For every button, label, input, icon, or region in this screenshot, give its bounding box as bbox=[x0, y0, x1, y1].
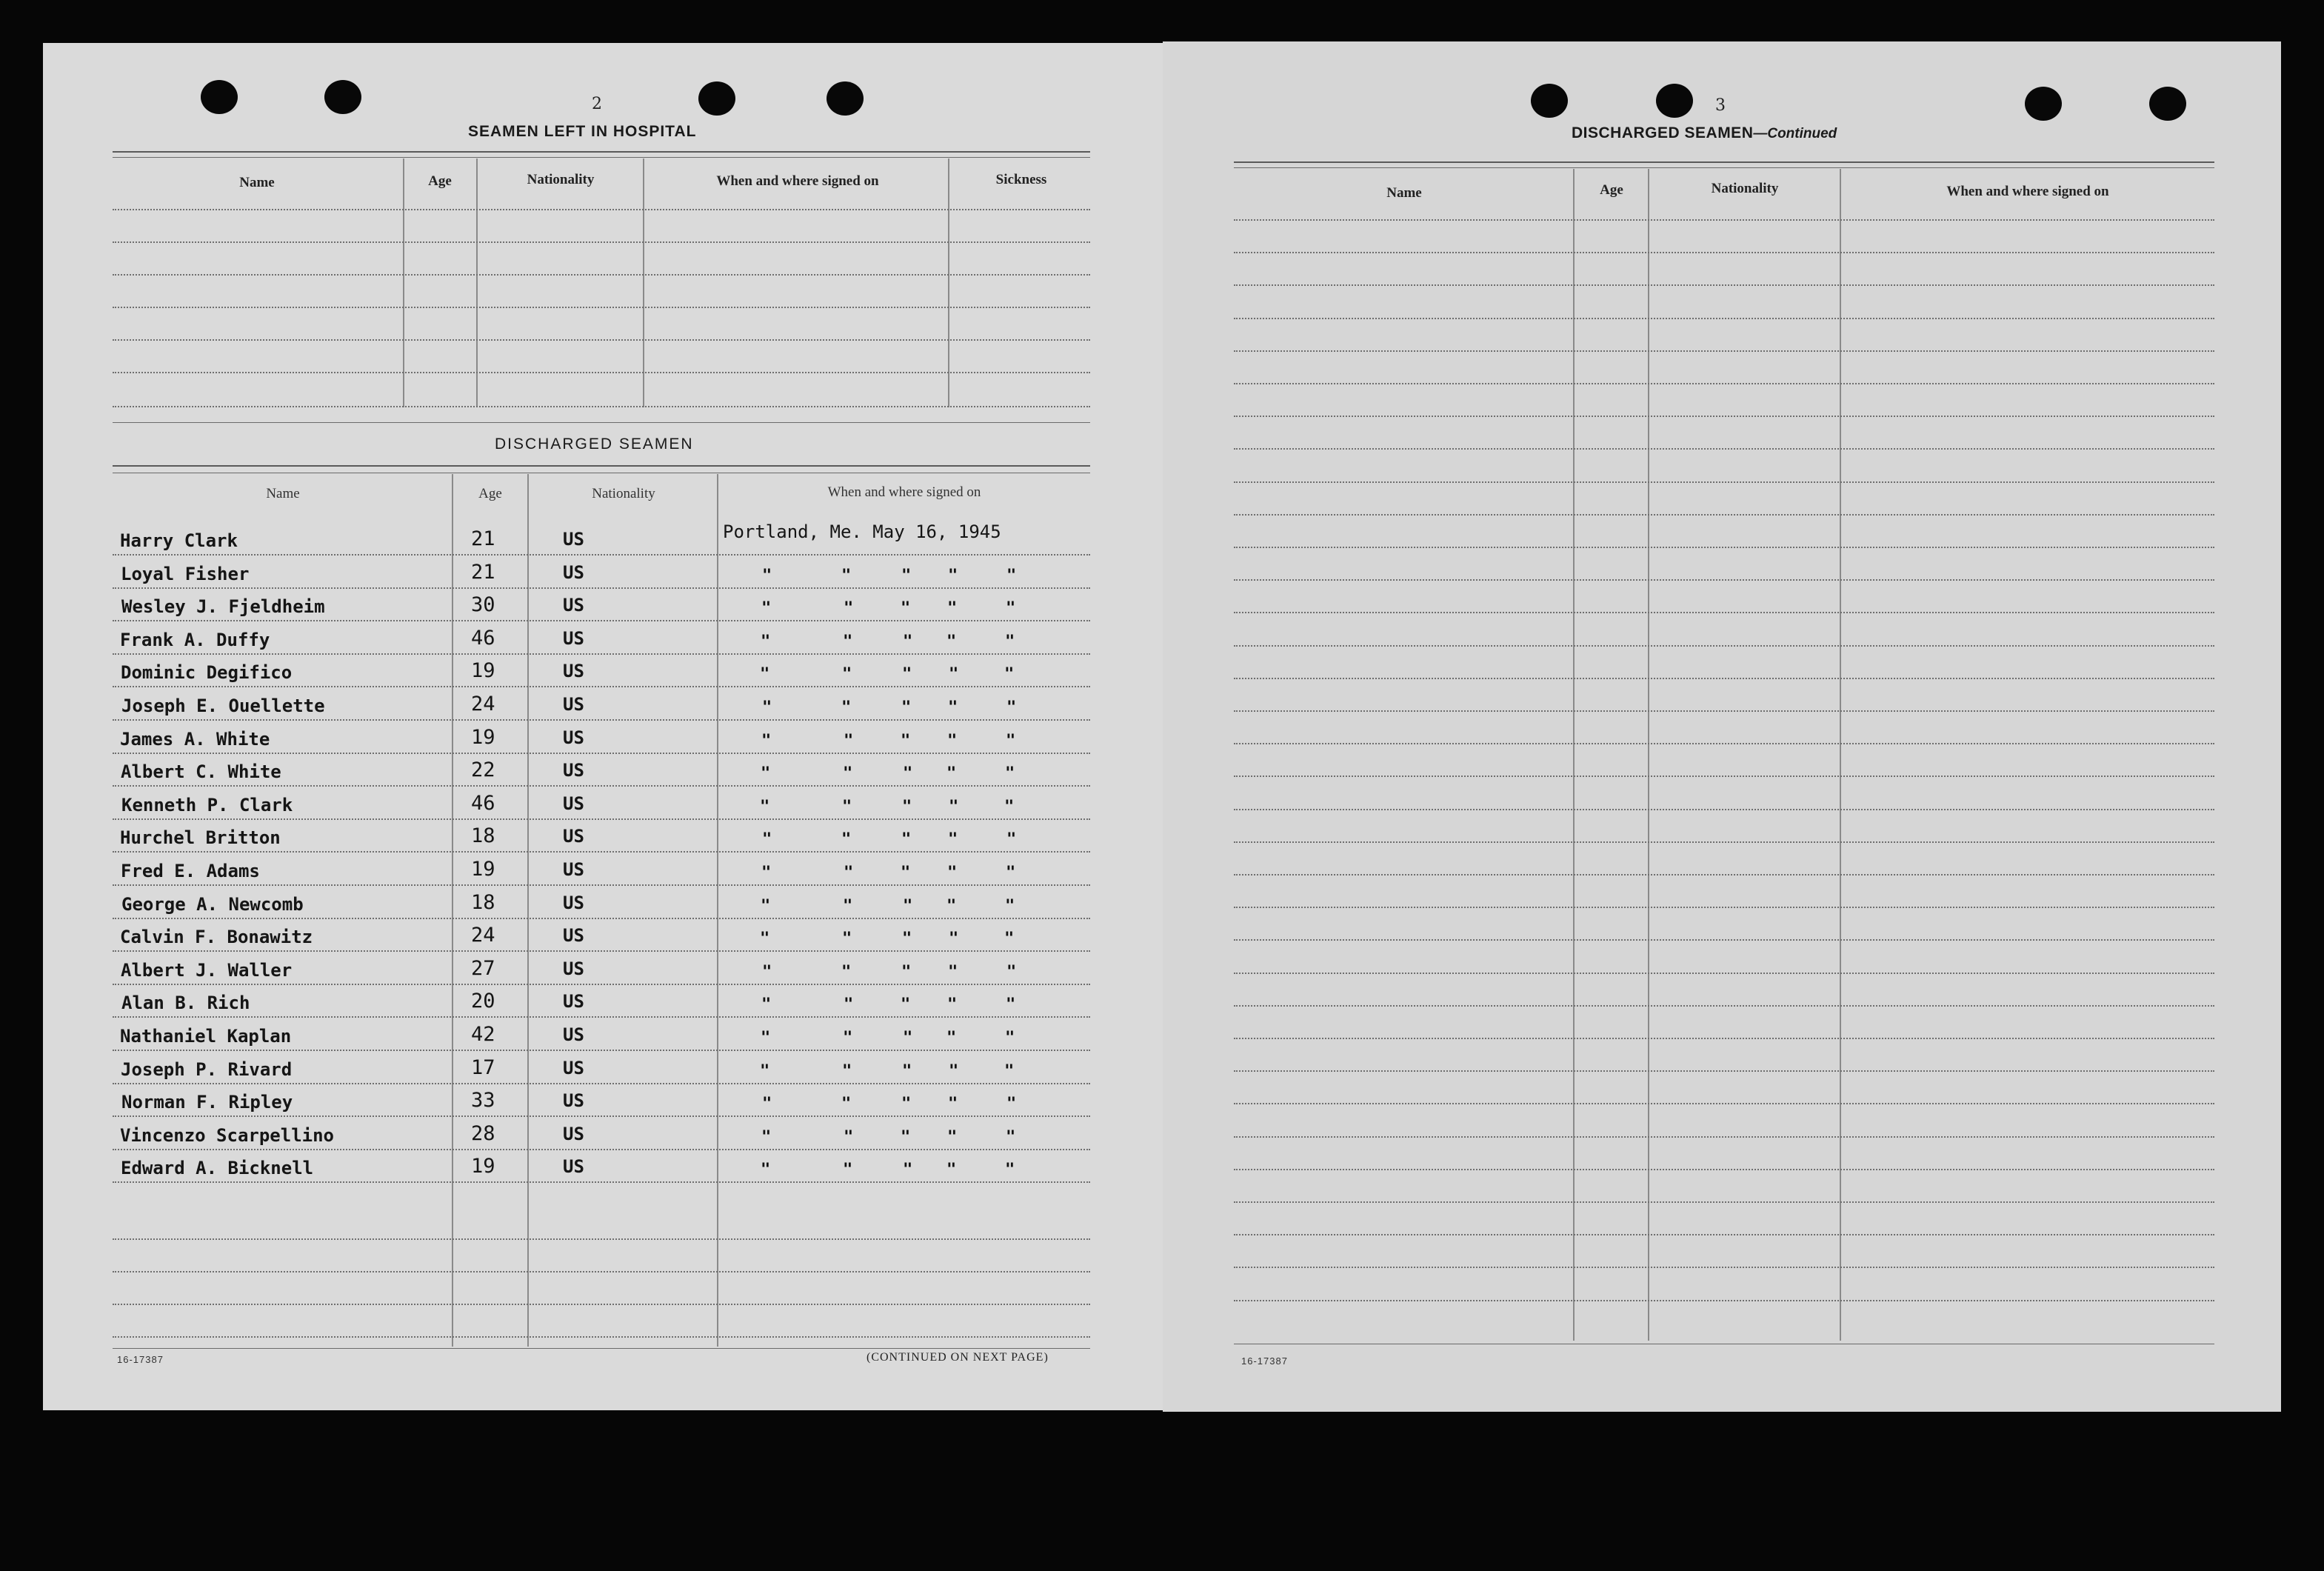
seaman-age: 20 bbox=[471, 990, 495, 1013]
column-rule bbox=[643, 159, 644, 407]
row-rule bbox=[1234, 710, 2214, 712]
ditto-mark: " bbox=[841, 1095, 852, 1113]
hospital-header-signed-on: When and where signed on bbox=[716, 173, 879, 189]
ditto-mark: " bbox=[1006, 1095, 1017, 1113]
row-rule bbox=[1234, 1038, 2214, 1039]
ditto-mark: " bbox=[947, 995, 958, 1014]
row-rule bbox=[113, 307, 1090, 308]
ditto-mark: " bbox=[844, 732, 854, 750]
right-section-title-suffix: —Continued bbox=[1753, 126, 1837, 141]
ditto-mark: " bbox=[842, 798, 852, 816]
ditto-mark: " bbox=[844, 995, 854, 1014]
row-rule bbox=[1234, 416, 2214, 417]
row-rule bbox=[1234, 383, 2214, 384]
ditto-mark: " bbox=[760, 930, 770, 948]
hospital-header-age: Age bbox=[428, 173, 452, 189]
seaman-nationality: US bbox=[563, 1058, 584, 1078]
ditto-mark: " bbox=[1005, 1029, 1015, 1047]
seaman-name: Albert J. Waller bbox=[121, 960, 293, 981]
seaman-age: 19 bbox=[471, 726, 495, 749]
first-signed-on: Portland, Me. May 16, 1945 bbox=[723, 521, 1001, 542]
seaman-name: Fred E. Adams bbox=[121, 861, 260, 881]
seaman-age: 30 bbox=[471, 593, 495, 616]
ditto-mark: " bbox=[761, 1161, 771, 1179]
row-rule bbox=[1234, 776, 2214, 777]
ditto-mark: " bbox=[1004, 798, 1015, 816]
ditto-mark: " bbox=[1004, 665, 1015, 684]
ditto-mark: " bbox=[948, 1095, 958, 1113]
ditto-mark: " bbox=[903, 764, 913, 783]
punch-hole bbox=[1531, 84, 1568, 118]
row-rule bbox=[1234, 1103, 2214, 1104]
seaman-age: 18 bbox=[471, 891, 495, 914]
ditto-mark: " bbox=[1006, 567, 1017, 585]
row-rule bbox=[113, 753, 1090, 754]
seaman-nationality: US bbox=[563, 1024, 584, 1045]
ditto-mark: " bbox=[761, 995, 772, 1014]
ditto-mark: " bbox=[760, 798, 770, 816]
punch-hole bbox=[324, 80, 361, 114]
ditto-mark: " bbox=[1004, 930, 1015, 948]
seaman-name: Alan B. Rich bbox=[121, 993, 250, 1013]
row-rule bbox=[1234, 514, 2214, 516]
row-rule bbox=[113, 686, 1090, 687]
seaman-age: 19 bbox=[471, 659, 495, 682]
seaman-nationality: US bbox=[563, 1156, 584, 1177]
row-rule bbox=[1234, 1169, 2214, 1170]
ditto-mark: " bbox=[762, 698, 772, 717]
row-rule bbox=[1234, 547, 2214, 548]
column-rule bbox=[527, 474, 529, 1347]
ditto-mark: " bbox=[841, 830, 852, 849]
ditto-mark: " bbox=[947, 599, 958, 618]
ditto-mark: " bbox=[843, 633, 853, 651]
ditto-mark: " bbox=[761, 897, 771, 915]
seaman-name: Albert C. White bbox=[121, 761, 281, 782]
seaman-name: Frank A. Duffy bbox=[120, 630, 270, 650]
seaman-nationality: US bbox=[563, 529, 584, 550]
discharged-header-name: Name bbox=[266, 486, 300, 501]
ditto-mark: " bbox=[761, 1128, 772, 1147]
punch-hole bbox=[698, 81, 735, 116]
row-rule bbox=[1234, 1234, 2214, 1235]
ditto-mark: " bbox=[1006, 864, 1016, 882]
column-rule bbox=[1840, 169, 1841, 1341]
row-rule bbox=[113, 554, 1090, 556]
divider bbox=[113, 422, 1090, 423]
discharged-header-signed-on: When and where signed on bbox=[827, 484, 981, 500]
seaman-nationality: US bbox=[563, 991, 584, 1012]
column-rule bbox=[1648, 169, 1649, 1341]
seaman-nationality: US bbox=[563, 1090, 584, 1111]
seaman-nationality: US bbox=[563, 793, 584, 814]
row-rule bbox=[1234, 645, 2214, 647]
row-rule bbox=[113, 1238, 1090, 1240]
row-rule bbox=[113, 372, 1090, 373]
ditto-mark: " bbox=[947, 732, 958, 750]
ditto-mark: " bbox=[948, 567, 958, 585]
seaman-nationality: US bbox=[563, 727, 584, 748]
ditto-mark: " bbox=[946, 897, 957, 915]
divider bbox=[113, 465, 1090, 467]
row-rule bbox=[113, 1050, 1090, 1051]
ditto-mark: " bbox=[902, 930, 912, 948]
ditto-mark: " bbox=[761, 1029, 771, 1047]
column-rule bbox=[452, 474, 453, 1347]
row-rule bbox=[113, 950, 1090, 952]
seaman-age: 46 bbox=[471, 792, 495, 815]
seaman-age: 42 bbox=[471, 1023, 495, 1046]
ditto-mark: " bbox=[946, 633, 957, 651]
seaman-nationality: US bbox=[563, 760, 584, 781]
seaman-nationality: US bbox=[563, 826, 584, 847]
ditto-mark: " bbox=[948, 698, 958, 717]
row-rule bbox=[1234, 448, 2214, 450]
row-rule bbox=[113, 339, 1090, 341]
seaman-name: Joseph E. Ouellette bbox=[121, 696, 325, 716]
ditto-mark: " bbox=[1006, 963, 1017, 981]
seaman-age: 17 bbox=[471, 1056, 495, 1079]
left-page bbox=[43, 43, 1163, 1410]
right-header-name: Name bbox=[1386, 185, 1422, 201]
seaman-name: Vincenzo Scarpellino bbox=[120, 1125, 334, 1146]
right-section-title bbox=[1572, 124, 1837, 142]
ditto-mark: " bbox=[1005, 1161, 1015, 1179]
seaman-nationality: US bbox=[563, 1124, 584, 1144]
seaman-nationality: US bbox=[563, 661, 584, 681]
ditto-mark: " bbox=[946, 1161, 957, 1179]
seaman-nationality: US bbox=[563, 628, 584, 649]
row-rule bbox=[113, 1115, 1090, 1117]
seaman-age: 46 bbox=[471, 627, 495, 650]
row-rule bbox=[1234, 219, 2214, 221]
seaman-age: 24 bbox=[471, 924, 495, 947]
row-rule bbox=[1234, 318, 2214, 319]
seaman-nationality: US bbox=[563, 859, 584, 880]
column-rule bbox=[476, 159, 478, 407]
ditto-mark: " bbox=[760, 1062, 770, 1081]
seaman-name: Kenneth P. Clark bbox=[121, 795, 293, 815]
form-number: 16-17387 bbox=[1241, 1355, 1288, 1367]
seaman-age: 33 bbox=[471, 1089, 495, 1112]
seaman-age: 18 bbox=[471, 824, 495, 847]
ditto-mark: " bbox=[903, 1161, 913, 1179]
row-rule bbox=[113, 1016, 1090, 1018]
ditto-mark: " bbox=[949, 798, 959, 816]
seaman-age: 19 bbox=[471, 1155, 495, 1178]
seaman-age: 27 bbox=[471, 957, 495, 980]
ditto-mark: " bbox=[946, 764, 957, 783]
row-rule bbox=[1234, 579, 2214, 581]
ditto-mark: " bbox=[1004, 1062, 1015, 1081]
row-rule bbox=[113, 1083, 1090, 1084]
ditto-mark: " bbox=[949, 1062, 959, 1081]
ditto-mark: " bbox=[761, 633, 771, 651]
ditto-mark: " bbox=[841, 567, 852, 585]
seaman-name: Calvin F. Bonawitz bbox=[120, 927, 313, 947]
ditto-mark: " bbox=[761, 864, 772, 882]
ditto-mark: " bbox=[843, 1029, 853, 1047]
ditto-mark: " bbox=[842, 1062, 852, 1081]
ditto-mark: " bbox=[901, 732, 911, 750]
page-number: 3 bbox=[1715, 96, 1726, 115]
divider bbox=[113, 151, 1090, 153]
column-rule bbox=[717, 474, 718, 1347]
row-rule bbox=[1234, 1005, 2214, 1007]
ditto-mark: " bbox=[901, 995, 911, 1014]
row-rule bbox=[113, 587, 1090, 589]
form-number: 16-17387 bbox=[117, 1354, 164, 1365]
punch-hole bbox=[827, 81, 864, 116]
ditto-mark: " bbox=[901, 567, 912, 585]
seaman-name: Loyal Fisher bbox=[121, 564, 250, 584]
seaman-name: Joseph P. Rivard bbox=[121, 1059, 293, 1080]
ditto-mark: " bbox=[947, 864, 958, 882]
ditto-mark: " bbox=[901, 963, 912, 981]
ditto-mark: " bbox=[946, 1029, 957, 1047]
punch-hole bbox=[2025, 87, 2062, 121]
ditto-mark: " bbox=[901, 1128, 911, 1147]
seaman-age: 28 bbox=[471, 1122, 495, 1145]
ditto-mark: " bbox=[760, 665, 770, 684]
ditto-mark: " bbox=[761, 764, 771, 783]
right-header-nationality: Nationality bbox=[1711, 181, 1779, 196]
divider bbox=[113, 1348, 1090, 1349]
ditto-mark: " bbox=[844, 1128, 854, 1147]
row-rule bbox=[113, 653, 1090, 655]
divider bbox=[1234, 161, 2214, 163]
ditto-mark: " bbox=[762, 567, 772, 585]
row-rule bbox=[113, 1149, 1090, 1150]
row-rule bbox=[1234, 1070, 2214, 1072]
ditto-mark: " bbox=[762, 963, 772, 981]
row-rule bbox=[113, 984, 1090, 985]
ditto-mark: " bbox=[844, 599, 854, 618]
seaman-name: Nathaniel Kaplan bbox=[120, 1026, 292, 1047]
hospital-header-sickness: Sickness bbox=[995, 172, 1047, 187]
ditto-mark: " bbox=[843, 897, 853, 915]
row-rule bbox=[1234, 809, 2214, 810]
ditto-mark: " bbox=[1006, 599, 1016, 618]
ditto-mark: " bbox=[842, 930, 852, 948]
page-number: 2 bbox=[592, 95, 602, 113]
ditto-mark: " bbox=[1006, 995, 1016, 1014]
ditto-mark: " bbox=[1006, 698, 1017, 717]
row-rule bbox=[1234, 1300, 2214, 1301]
row-rule bbox=[113, 241, 1090, 243]
ditto-mark: " bbox=[901, 599, 911, 618]
seaman-age: 21 bbox=[471, 561, 495, 584]
seaman-name: Edward A. Bicknell bbox=[121, 1158, 314, 1178]
seaman-name: James A. White bbox=[120, 729, 270, 750]
discharged-header-nationality: Nationality bbox=[592, 486, 655, 501]
seaman-nationality: US bbox=[563, 893, 584, 913]
seaman-nationality: US bbox=[563, 958, 584, 979]
ditto-mark: " bbox=[1005, 764, 1015, 783]
hospital-header-nationality: Nationality bbox=[527, 172, 595, 187]
ditto-mark: " bbox=[1006, 830, 1017, 849]
ditto-mark: " bbox=[947, 1128, 958, 1147]
seaman-age: 22 bbox=[471, 758, 495, 781]
continued-note: (CONTINUED ON NEXT PAGE) bbox=[867, 1351, 1049, 1364]
row-rule bbox=[113, 620, 1090, 621]
ditto-mark: " bbox=[844, 864, 854, 882]
row-rule bbox=[113, 1271, 1090, 1273]
row-rule bbox=[1234, 252, 2214, 253]
row-rule bbox=[113, 918, 1090, 919]
ditto-mark: " bbox=[762, 1095, 772, 1113]
row-rule bbox=[1234, 612, 2214, 613]
row-rule bbox=[113, 818, 1090, 820]
ditto-mark: " bbox=[948, 830, 958, 849]
seaman-name: Wesley J. Fjeldheim bbox=[121, 596, 325, 617]
row-rule bbox=[113, 1336, 1090, 1338]
ditto-mark: " bbox=[841, 698, 852, 717]
row-rule bbox=[113, 1181, 1090, 1183]
ditto-mark: " bbox=[949, 665, 959, 684]
ditto-mark: " bbox=[902, 798, 912, 816]
row-rule bbox=[1234, 481, 2214, 483]
ditto-mark: " bbox=[949, 930, 959, 948]
ditto-mark: " bbox=[842, 665, 852, 684]
ditto-mark: " bbox=[1006, 732, 1016, 750]
ditto-mark: " bbox=[901, 1095, 912, 1113]
ditto-mark: " bbox=[901, 698, 912, 717]
ditto-mark: " bbox=[901, 830, 912, 849]
row-rule bbox=[1234, 350, 2214, 352]
ditto-mark: " bbox=[761, 732, 772, 750]
row-rule bbox=[1234, 678, 2214, 679]
row-rule bbox=[113, 1304, 1090, 1305]
ditto-mark: " bbox=[902, 1062, 912, 1081]
discharged-header-age: Age bbox=[478, 486, 502, 501]
ditto-mark: " bbox=[841, 963, 852, 981]
row-rule bbox=[113, 884, 1090, 886]
row-rule bbox=[1234, 1201, 2214, 1203]
ditto-mark: " bbox=[902, 665, 912, 684]
right-section-title-main: DISCHARGED SEAMEN bbox=[1572, 124, 1754, 141]
seaman-nationality: US bbox=[563, 595, 584, 616]
row-rule bbox=[113, 719, 1090, 721]
ditto-mark: " bbox=[903, 897, 913, 915]
column-rule bbox=[948, 159, 949, 407]
ditto-mark: " bbox=[948, 963, 958, 981]
ditto-mark: " bbox=[901, 864, 911, 882]
row-rule bbox=[113, 851, 1090, 853]
ditto-mark: " bbox=[1006, 1128, 1016, 1147]
seaman-nationality: US bbox=[563, 925, 584, 946]
right-header-age: Age bbox=[1600, 182, 1623, 198]
ditto-mark: " bbox=[843, 764, 853, 783]
row-rule bbox=[1234, 874, 2214, 875]
seaman-name: Dominic Degifico bbox=[121, 662, 293, 683]
seaman-age: 24 bbox=[471, 693, 495, 716]
ditto-mark: " bbox=[761, 599, 772, 618]
seaman-name: George A. Newcomb bbox=[121, 894, 304, 915]
row-rule bbox=[1234, 973, 2214, 974]
right-page bbox=[1163, 41, 2281, 1412]
column-rule bbox=[403, 159, 404, 407]
seaman-name: Norman F. Ripley bbox=[121, 1092, 293, 1113]
row-rule bbox=[1234, 939, 2214, 941]
seaman-name: Harry Clark bbox=[120, 530, 238, 551]
discharged-section-title: DISCHARGED SEAMEN bbox=[495, 436, 694, 453]
row-rule bbox=[113, 785, 1090, 787]
punch-hole bbox=[2149, 87, 2186, 121]
punch-hole bbox=[201, 80, 238, 114]
row-rule bbox=[113, 406, 1090, 407]
seaman-age: 19 bbox=[471, 858, 495, 881]
ditto-mark: " bbox=[903, 1029, 913, 1047]
row-rule bbox=[1234, 1267, 2214, 1268]
right-header-signed-on: When and where signed on bbox=[1946, 184, 2109, 199]
seaman-age: 21 bbox=[471, 527, 495, 550]
seaman-nationality: US bbox=[563, 694, 584, 715]
divider bbox=[1234, 167, 2214, 168]
hospital-section-title: SEAMEN LEFT IN HOSPITAL bbox=[468, 123, 697, 140]
divider bbox=[113, 157, 1090, 158]
seaman-name: Hurchel Britton bbox=[120, 827, 281, 848]
row-rule bbox=[1234, 907, 2214, 908]
column-rule bbox=[1573, 169, 1575, 1341]
ditto-mark: " bbox=[903, 633, 913, 651]
ditto-mark: " bbox=[1005, 633, 1015, 651]
ditto-mark: " bbox=[1005, 897, 1015, 915]
row-rule bbox=[113, 274, 1090, 276]
hospital-header-name: Name bbox=[239, 175, 275, 190]
row-rule bbox=[1234, 284, 2214, 286]
row-rule bbox=[1234, 743, 2214, 744]
ditto-mark: " bbox=[843, 1161, 853, 1179]
seaman-nationality: US bbox=[563, 562, 584, 583]
ditto-mark: " bbox=[762, 830, 772, 849]
punch-hole bbox=[1656, 84, 1693, 118]
row-rule bbox=[1234, 841, 2214, 843]
row-rule bbox=[1234, 1136, 2214, 1138]
row-rule bbox=[113, 209, 1090, 210]
